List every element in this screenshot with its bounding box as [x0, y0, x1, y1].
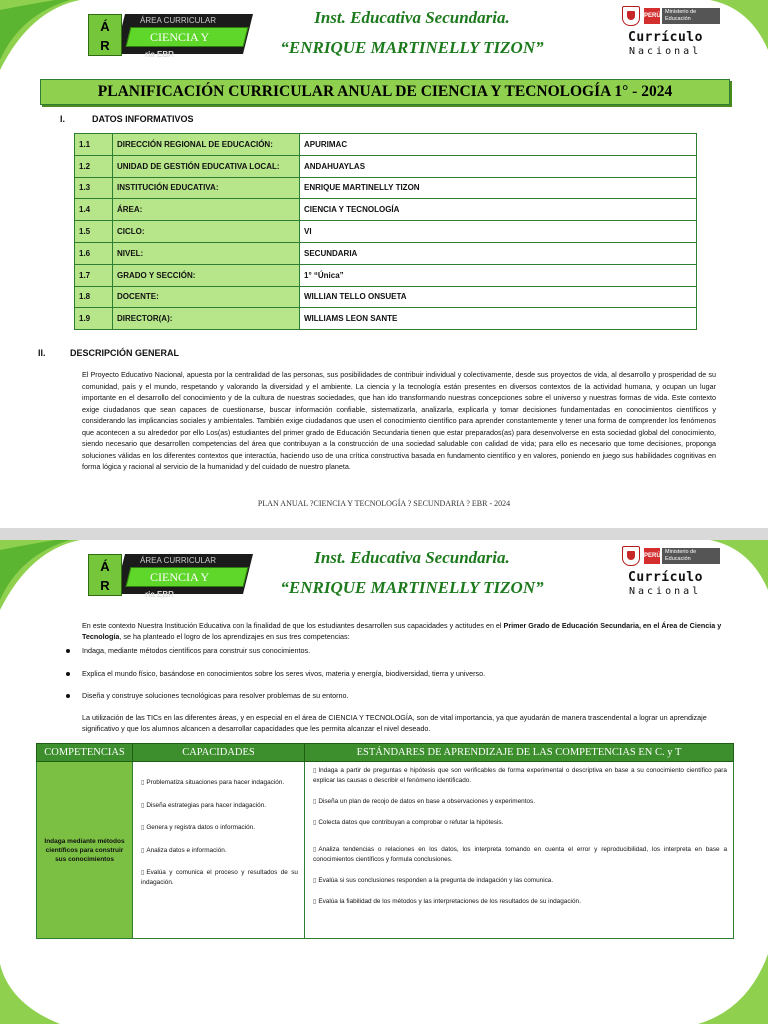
institution-line-2: “ENRIQUE MARTINELLY TIZON”: [280, 578, 544, 597]
bullet-icon: [66, 672, 70, 676]
decorative-swoosh-top-left: [0, 0, 90, 80]
standard-text: Evalúa la fiabilidad de los métodos y las interpretaciones de los resultados de su indagación.: [318, 897, 581, 905]
intro-paragraph: [82, 621, 722, 642]
row-label: INSTITUCIÓN EDUCATIVA:: [113, 177, 300, 199]
row-value: ANDAHUAYLAS: [300, 155, 697, 177]
standard-item: [313, 845, 727, 864]
capacity-item: [141, 823, 298, 833]
row-value: SECUNDARIA: [300, 242, 697, 264]
peru-shield-icon: [622, 546, 640, 566]
standard-item: [313, 818, 727, 828]
table-row: [75, 264, 697, 286]
checkbox-glyph-icon: ▯: [313, 846, 317, 853]
row-label: CICLO:: [113, 221, 300, 243]
checkbox-glyph-icon: ▯: [141, 779, 145, 786]
list-item: [66, 669, 726, 679]
standard-text: Evalúa si sus conclusiones responden a la pregunta de indagación y las comunica.: [318, 876, 554, 884]
bullet-text: Diseña y construye soluciones tecnológicas para resolver problemas de su entorno.: [82, 691, 349, 701]
standard-item: [313, 766, 727, 785]
area-letters-box: Á R: [88, 14, 122, 56]
standard-text: Analiza tendencias o relaciones en los datos, los interpreta tomando en cuenta el error y reproducibilidad, los interpreta en base a conocimientos científicos y formula conclusiones.: [313, 846, 727, 863]
standards-cell: [305, 762, 734, 939]
row-number: 1.1: [75, 134, 113, 156]
table-row: [75, 199, 697, 221]
row-label: UNIDAD DE GESTIÓN EDUCATIVA LOCAL:: [113, 155, 300, 177]
institution-line-1: Inst. Educativa Secundaria.: [314, 548, 510, 567]
bullet-icon: [66, 649, 70, 653]
row-value: 1° “Única”: [300, 264, 697, 286]
checkbox-glyph-icon: ▯: [313, 767, 317, 774]
standard-item: [313, 876, 727, 886]
checkbox-glyph-icon: ▯: [313, 818, 317, 826]
area-level: ria EBR: [145, 50, 174, 59]
logo-nacional: Nacional: [629, 46, 702, 57]
row-label: ÁREA:: [113, 199, 300, 221]
decorative-swoosh-top-left: [0, 540, 90, 620]
page-2: [0, 540, 768, 1024]
curriculo-nacional-logo: [622, 546, 722, 600]
standard-text: Colecta datos que contribuyan a comprobar o refutar la hipótesis.: [318, 818, 504, 826]
logo-ministry: Ministerio de Educación: [662, 548, 720, 564]
list-item: [66, 646, 726, 656]
standard-text: Indaga a partir de preguntas e hipótesis que son verificables de forma experimental o descriptiva en base a su conocimiento científico para explicar las causas o describir el fenómeno identificado.: [313, 767, 727, 784]
header-estandares: ESTÁNDARES DE APRENDIZAJE DE LAS COMPETENCIAS EN C. y T: [305, 744, 734, 762]
row-label: GRADO Y SECCIÓN:: [113, 264, 300, 286]
intro-text-start: En este contexto Nuestra Institución Educativa con la finalidad de que los estudiantes desarrollen sus capacidades y actitudes en el: [82, 621, 504, 630]
row-value: ENRIQUE MARTINELLY TIZON: [300, 177, 697, 199]
row-number: 1.5: [75, 221, 113, 243]
checkbox-glyph-icon: ▯: [141, 846, 145, 854]
row-number: 1.9: [75, 308, 113, 330]
intro-text-bold: Primer Grado de Educación Secundaria, en el Área de Ciencia y Tecnología: [82, 621, 722, 641]
section-2-number: II.: [38, 348, 46, 358]
area-top-label: ÁREA CURRICULAR: [140, 16, 217, 25]
standard-item: [313, 897, 727, 907]
capacity-text: Evalúa y comunica el proceso y resultados de su indagación.: [141, 869, 298, 886]
competency-cell: Indaga mediante métodos científicos para construir sus conocimientos: [37, 762, 133, 939]
standard-item: [313, 797, 727, 807]
row-value: APURIMAC: [300, 134, 697, 156]
row-number: 1.7: [75, 264, 113, 286]
row-number: 1.3: [75, 177, 113, 199]
table-row: [75, 155, 697, 177]
competency-bullet-list: [66, 646, 726, 714]
page-separator: [0, 528, 768, 540]
row-value: CIENCIA Y TECNOLOGÍA: [300, 199, 697, 221]
page-title: PLANIFICACIÓN CURRICULAR ANUAL DE CIENCIA Y TECNOLOGÍA 1° - 2024: [40, 79, 730, 105]
row-label: NIVEL:: [113, 242, 300, 264]
section-1-heading: [60, 114, 194, 124]
logo-peru: PERÚ: [644, 8, 660, 24]
bullet-icon: [66, 694, 70, 698]
curriculo-nacional-logo: [622, 6, 722, 60]
bullet-text: Explica el mundo físico, basándose en conocimientos sobre los seres vivos, materia y energía, biodiversidad, tierra y universo.: [82, 668, 486, 678]
tics-paragraph: La utilización de las TICs en las diferentes áreas, y en especial en el área de CIENCIA Y TECNOLOGÍA, son de vital importancia, ya que ayudarán de manera trascendental a lograr un aprendizaje significativo y que los alumnos alcancen a desarrollar capacidades que les permita alcanzar el nivel deseado.: [82, 713, 707, 733]
capacity-item: [141, 778, 298, 788]
row-number: 1.6: [75, 242, 113, 264]
table-row: [75, 308, 697, 330]
decorative-swoosh-bottom-left: [0, 964, 70, 1024]
row-number: 1.4: [75, 199, 113, 221]
row-label: DIRECCIÓN REGIONAL DE EDUCACIÓN:: [113, 134, 300, 156]
logo-ministry: Ministerio de Educación: [662, 8, 720, 24]
checkbox-glyph-icon: ▯: [141, 824, 145, 831]
section-2-heading: [38, 348, 179, 358]
checkbox-glyph-icon: ▯: [313, 897, 317, 905]
table-row: [75, 177, 697, 199]
section-1-label: DATOS INFORMATIVOS: [92, 114, 194, 124]
bullet-text: Indaga, mediante métodos científicos para construir sus conocimientos.: [82, 646, 311, 655]
area-top-label: ÁREA CURRICULAR: [140, 556, 217, 565]
area-subject: CIENCIA Y: [150, 30, 210, 44]
capacity-text: Genera y registra datos o información.: [146, 824, 256, 831]
row-label: DOCENTE:: [113, 286, 300, 308]
table-row: [75, 286, 697, 308]
peru-shield-icon: [622, 6, 640, 26]
intro-text-end: , se ha planteado el logro de los aprendizajes en sus tres competencias:: [119, 631, 350, 641]
row-number: 1.2: [75, 155, 113, 177]
logo-curriculo: Currículo: [628, 570, 703, 585]
capacity-item: [141, 801, 298, 811]
capacity-text: Diseña estrategias para hacer indagación.: [146, 801, 267, 809]
row-label: DIRECTOR(A):: [113, 308, 300, 330]
area-subject: CIENCIA Y: [150, 570, 210, 584]
capacity-text: Problematiza situaciones para hacer indagación.: [146, 779, 285, 786]
standard-text: Diseña un plan de recojo de datos en base a observaciones y experimentos.: [318, 797, 536, 805]
capacity-item: [141, 868, 298, 887]
checkbox-glyph-icon: ▯: [141, 869, 145, 876]
area-letters-box: Á R: [88, 554, 122, 596]
section-1-number: I.: [60, 114, 66, 124]
capacity-text: Analiza datos e información.: [146, 846, 227, 854]
capacity-item: [141, 846, 298, 856]
header-capacidades: CAPACIDADES: [133, 744, 305, 762]
row-value: WILLIAMS LEON SANTE: [300, 308, 697, 330]
header-competencias: COMPETENCIAS: [37, 744, 133, 762]
area-level: ria EBR: [145, 590, 174, 599]
logo-peru: PERÚ: [644, 548, 660, 564]
general-description: El Proyecto Educativo Nacional, apuesta por la centralidad de las personas, sus posibilidades de contribuir individual y colectivamente, desde sus proyectos de vida, al desarrollo y prosperidad de su comunidad, país y el mundo, respetando y valorando la diversidad y el ambiente. La ciencia y la tecnología están presentes en diversos contextos de la actividad humana, y ocupan un lugar importante en el desarrollo del conocimiento y de la cultura de nuestras sociedades, que han ido transformando nuestras concepciones sobre el universo y nuestras formas de vida. Este contexto exige ciudadanos que sean capaces de cuestionarse, buscar información confiable, sistematizarla, analizarla, explicarla y tomar decisiones fundamentadas en conocimientos científicos y considerando las implicancias sociales y ambientales. También exige ciudadanos que usen el conocimiento científico para aprender constantemente y tener una forma de comprender los fenómenos que acontecen a su alrededor por ello Los(as) estudiantes del primer grado de Educación Secundaria tienen que estar preparados(as) para desenvolverse en esta sociedad global del conocimiento, siendo necesario que desarrollen competencias del área que contribuyan a la construcción de una sociedad saludable con calidad de vida; para ello es necesario que tome decisiones, proponga soluciones válidas en los diferentes contextos que interactúa, haciendo uso de una crítica constructiva basada en fundamento científico y en valores, poniendo en juego sus habilidades cognitivas en forma lógica y racional al servicio de la humanidad y del cuidado de nuestro planeta.: [82, 370, 716, 471]
checkbox-glyph-icon: ▯: [141, 801, 145, 809]
institution-line-1: Inst. Educativa Secundaria.: [314, 8, 510, 27]
info-table: [74, 133, 697, 330]
row-value: VI: [300, 221, 697, 243]
logo-curriculo: Currículo: [628, 30, 703, 45]
table-row: [75, 134, 697, 156]
table-row: [75, 221, 697, 243]
capacities-cell: [133, 762, 305, 939]
row-number: 1.8: [75, 286, 113, 308]
page-footer: PLAN ANUAL ?CIENCIA Y TECNOLOGÍA ? SECUNDARIA ? EBR - 2024: [257, 499, 511, 508]
competencies-table: [36, 743, 734, 939]
section-2-label: DESCRIPCIÓN GENERAL: [70, 348, 180, 358]
row-value: WILLIAN TELLO ONSUETA: [300, 286, 697, 308]
checkbox-glyph-icon: ▯: [313, 797, 317, 805]
decorative-swoosh-bottom-right: [698, 954, 768, 1024]
table-row: [75, 242, 697, 264]
list-item: [66, 691, 726, 701]
checkbox-glyph-icon: ▯: [313, 876, 317, 884]
institution-line-2: “ENRIQUE MARTINELLY TIZON”: [280, 38, 544, 57]
table-row: [37, 762, 734, 939]
logo-nacional: Nacional: [629, 586, 702, 597]
